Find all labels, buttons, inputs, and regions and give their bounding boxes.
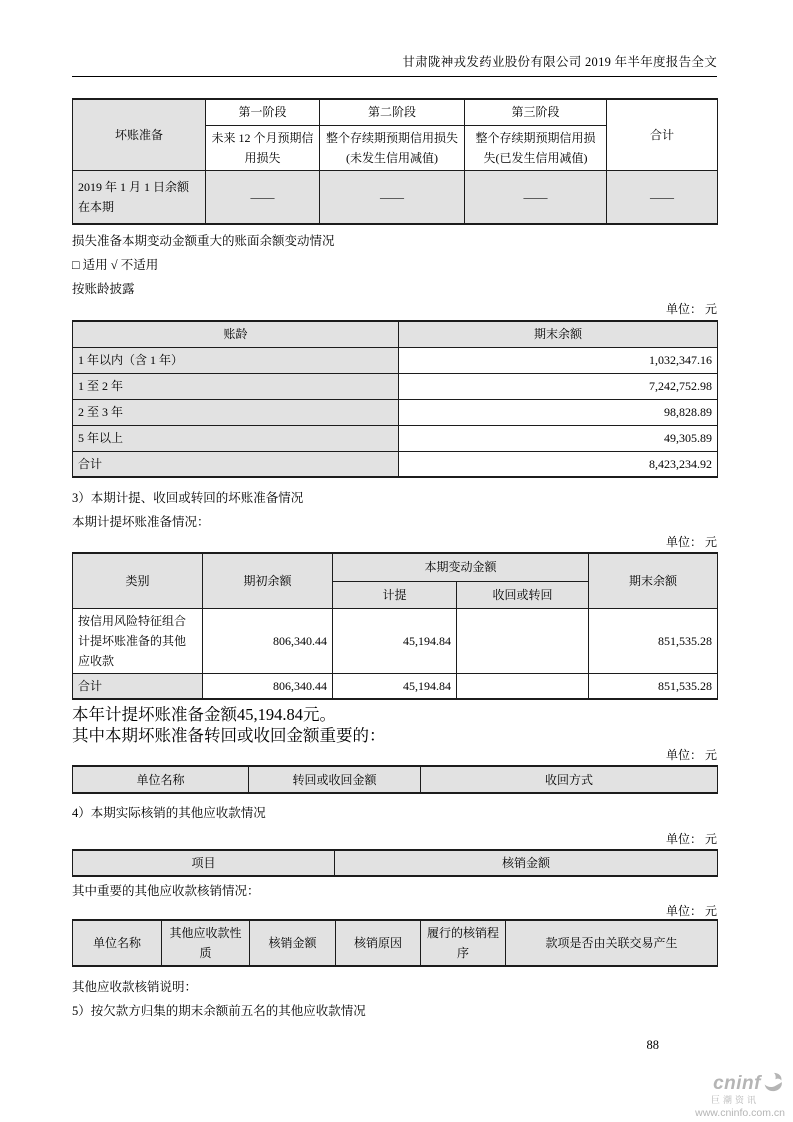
aging-disclosure-note: 按账龄披露 (72, 282, 135, 296)
category-header: 类别 (73, 553, 203, 608)
item-header: 项目 (73, 850, 335, 876)
aging-row-label: 1 至 2 年 (73, 373, 399, 399)
stage1-subheader: 未来 12 个月预期信用损失 (206, 125, 320, 170)
aging-col-header: 账龄 (73, 321, 399, 347)
aging-row-value: 7,242,752.98 (399, 373, 718, 399)
provision-total-recovery (457, 673, 589, 699)
aging-total-row (73, 451, 718, 477)
provision-closing: 851,535.28 (589, 608, 718, 673)
applicable-note: □ 适用 √ 不适用 (72, 258, 159, 272)
recovery-header: 收回或转回 (457, 581, 589, 608)
stage1-value: —— (206, 170, 320, 224)
recovered-amount-header: 转回或收回金额 (249, 766, 421, 793)
table-row (73, 425, 718, 451)
stage1-header: 第一阶段 (206, 99, 320, 125)
provision-note: 本期计提坏账准备情况： (72, 515, 210, 529)
unit-label: 单位： 元 (665, 904, 717, 918)
unit-label: 单位： 元 (665, 535, 717, 549)
section4-heading: 4）本期实际核销的其他应收款情况 (72, 806, 266, 820)
writeoff-explanation-note: 其他应收款核销说明： (72, 980, 198, 994)
table-row (73, 373, 718, 399)
provision-recovery (457, 608, 589, 673)
page-number: 88 (646, 1038, 659, 1052)
aging-row-value: 98,828.89 (399, 399, 718, 425)
aging-row-value: 1,032,347.16 (399, 347, 718, 373)
unit-label: 单位： 元 (665, 302, 717, 316)
table-row (73, 608, 718, 673)
related-party-header: 款项是否由关联交易产生 (506, 920, 718, 966)
table-row (73, 347, 718, 373)
unit-label: 单位： 元 (665, 748, 717, 762)
provision-opening: 806,340.44 (203, 608, 333, 673)
cninfo-swirl-icon (763, 1072, 783, 1096)
provision-category: 按信用风险特征组合计提坏账准备的其他应收款 (73, 608, 203, 673)
cninfo-logo-text: cninf (713, 1073, 761, 1094)
period-change-header: 本期变动金额 (333, 553, 589, 581)
stage-total-value: —— (607, 170, 718, 224)
section5-heading: 5）按欠款方归集的期末余额前五名的其他应收款情况 (72, 1004, 366, 1018)
opening-balance-header: 期初余额 (203, 553, 333, 608)
stage3-value: —— (465, 170, 607, 224)
recovery-table (72, 765, 718, 794)
provision-total-accrual: 45,194.84 (333, 673, 457, 699)
provision-total-opening: 806,340.44 (203, 673, 333, 699)
recovery-important-statement: 其中本期坏账准备转回或收回金额重要的： (72, 726, 386, 745)
stage-total-header: 合计 (607, 99, 718, 170)
cninfo-logo-url: www.cninfo.com.cn (695, 1107, 785, 1119)
document-header-title: 甘肃陇神戎发药业股份有限公司 2019 年半年度报告全文 (72, 0, 717, 77)
stage3-subheader: 整个存续期预期信用损失(已发生信用减值) (465, 125, 607, 170)
closing-balance-header: 期末余额 (589, 553, 718, 608)
unit-name-header: 单位名称 (73, 920, 162, 966)
writeoff-header-row (73, 850, 718, 876)
writeoff-detail-header-row (73, 920, 718, 966)
bad-debt-stage-table (72, 98, 718, 225)
stage3-header: 第三阶段 (465, 99, 607, 125)
unit-label: 单位： 元 (665, 832, 717, 846)
cninfo-logo-chinese: 巨潮资讯 (710, 1095, 759, 1105)
provision-change-table (72, 552, 718, 700)
writeoff-procedure-header: 履行的核销程序 (421, 920, 506, 966)
aging-table (72, 320, 718, 478)
writeoff-reason-header: 核销原因 (336, 920, 421, 966)
aging-row-label: 2 至 3 年 (73, 399, 399, 425)
stage2-value: —— (320, 170, 465, 224)
writeoff-amount-header: 核销金额 (335, 850, 718, 876)
provision-total-label: 合计 (73, 673, 203, 699)
cninfo-logo (665, 1072, 785, 1119)
stage2-header: 第二阶段 (320, 99, 465, 125)
aging-header-row (73, 321, 718, 347)
aging-total-value: 8,423,234.92 (399, 451, 718, 477)
provision-accrual: 45,194.84 (333, 608, 457, 673)
recovery-header-row (73, 766, 718, 793)
page-content (72, 0, 717, 1023)
writeoff-detail-table (72, 919, 718, 967)
aging-row-value: 49,305.89 (399, 425, 718, 451)
section3-heading: 3）本期计提、收回或转回的坏账准备情况 (72, 491, 304, 505)
table-row (73, 399, 718, 425)
provision-total-row (73, 673, 718, 699)
writeoff-amount-header: 核销金额 (250, 920, 336, 966)
stage-table-corner-header: 坏账准备 (73, 99, 206, 170)
recovery-method-header: 收回方式 (421, 766, 718, 793)
stage2-subheader: 整个存续期预期信用损失(未发生信用减值) (320, 125, 465, 170)
writeoff-table (72, 849, 718, 877)
stage-row-label: 2019 年 1 月 1 日余额在本期 (73, 170, 206, 224)
provision-total-closing: 851,535.28 (589, 673, 718, 699)
receivable-nature-header: 其他应收款性质 (162, 920, 250, 966)
closing-balance-col-header: 期末余额 (399, 321, 718, 347)
aging-total-label: 合计 (73, 451, 399, 477)
unit-name-header: 单位名称 (73, 766, 249, 793)
aging-row-label: 1 年以内（含 1 年） (73, 347, 399, 373)
writeoff-important-note: 其中重要的其他应收款核销情况： (72, 884, 260, 898)
aging-row-label: 5 年以上 (73, 425, 399, 451)
provision-amount-statement: 本年计提坏账准备金额45,194.84元。 (72, 705, 336, 724)
accrual-header: 计提 (333, 581, 457, 608)
loss-change-note: 损失准备本期变动金额重大的账面余额变动情况 (72, 234, 335, 248)
